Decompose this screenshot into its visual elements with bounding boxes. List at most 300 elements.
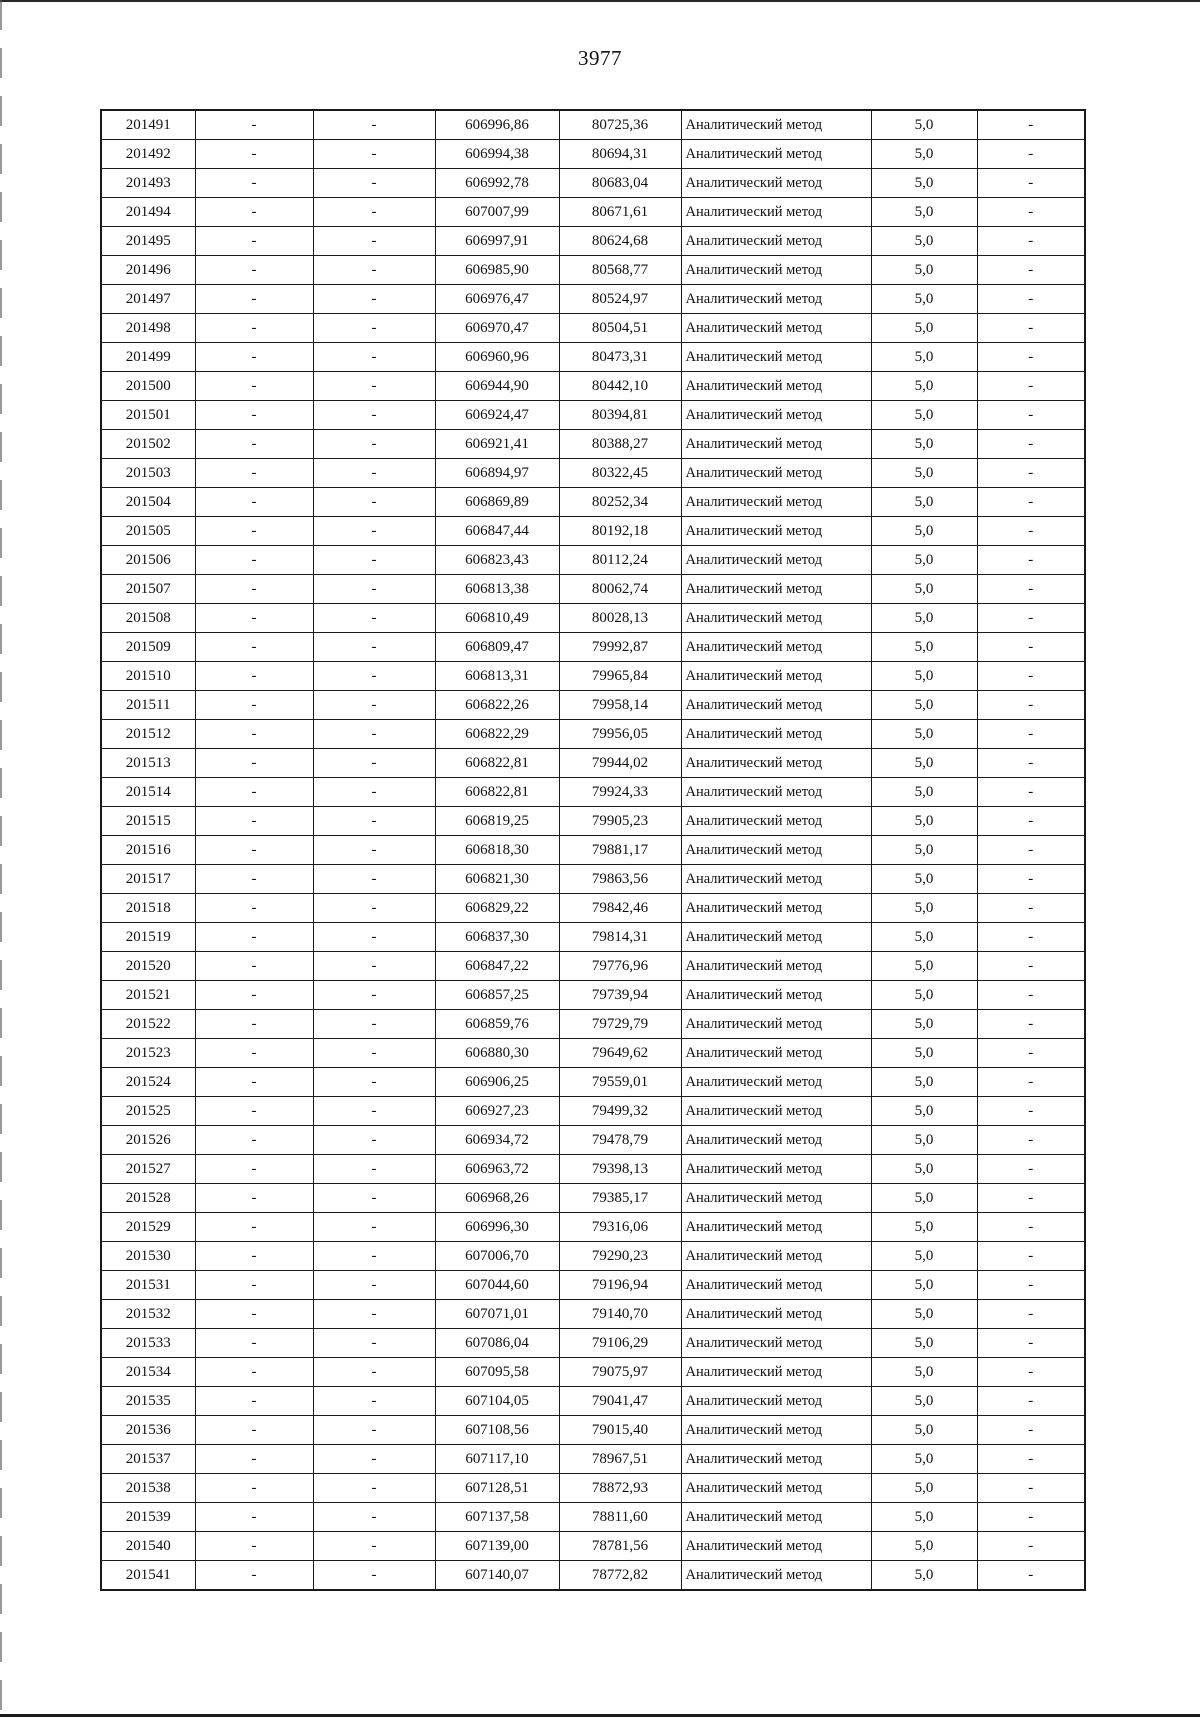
y-coordinate-cell: 78872,93: [559, 1474, 681, 1503]
empty-cell-b: -: [313, 198, 435, 227]
x-coordinate-cell: 607071,01: [435, 1300, 559, 1329]
method-cell: Аналитический метод: [681, 314, 871, 343]
point-number-cell: 201509: [101, 633, 195, 662]
empty-cell-c: -: [977, 1416, 1085, 1445]
accuracy-cell: 5,0: [871, 836, 977, 865]
accuracy-cell: 5,0: [871, 1329, 977, 1358]
method-cell: Аналитический метод: [681, 401, 871, 430]
point-number-cell: 201492: [101, 140, 195, 169]
empty-cell-a: -: [195, 1503, 313, 1532]
empty-cell-b: -: [313, 981, 435, 1010]
table-row: [101, 1416, 1085, 1445]
x-coordinate-cell: 607137,58: [435, 1503, 559, 1532]
point-number-cell: 201519: [101, 923, 195, 952]
empty-cell-b: -: [313, 1445, 435, 1474]
y-coordinate-cell: 78811,60: [559, 1503, 681, 1532]
accuracy-cell: 5,0: [871, 720, 977, 749]
empty-cell-c: -: [977, 372, 1085, 401]
table-row: [101, 691, 1085, 720]
empty-cell-b: -: [313, 575, 435, 604]
empty-cell-c: -: [977, 720, 1085, 749]
method-cell: Аналитический метод: [681, 865, 871, 894]
point-number-cell: 201517: [101, 865, 195, 894]
table-row: [101, 546, 1085, 575]
accuracy-cell: 5,0: [871, 343, 977, 372]
x-coordinate-cell: 606960,96: [435, 343, 559, 372]
empty-cell-c: -: [977, 1358, 1085, 1387]
empty-cell-a: -: [195, 836, 313, 865]
method-cell: Аналитический метод: [681, 227, 871, 256]
x-coordinate-cell: 607086,04: [435, 1329, 559, 1358]
empty-cell-a: -: [195, 140, 313, 169]
accuracy-cell: 5,0: [871, 110, 977, 140]
x-coordinate-cell: 606819,25: [435, 807, 559, 836]
empty-cell-c: -: [977, 691, 1085, 720]
method-cell: Аналитический метод: [681, 1474, 871, 1503]
method-cell: Аналитический метод: [681, 1097, 871, 1126]
y-coordinate-cell: 80504,51: [559, 314, 681, 343]
x-coordinate-cell: 606822,29: [435, 720, 559, 749]
empty-cell-c: -: [977, 1300, 1085, 1329]
x-coordinate-cell: 607095,58: [435, 1358, 559, 1387]
x-coordinate-cell: 606823,43: [435, 546, 559, 575]
empty-cell-c: -: [977, 517, 1085, 546]
method-cell: Аналитический метод: [681, 1184, 871, 1213]
accuracy-cell: 5,0: [871, 1242, 977, 1271]
empty-cell-c: -: [977, 430, 1085, 459]
empty-cell-a: -: [195, 1039, 313, 1068]
table-row: [101, 110, 1085, 140]
accuracy-cell: 5,0: [871, 198, 977, 227]
y-coordinate-cell: 80725,36: [559, 110, 681, 140]
table-row: [101, 1155, 1085, 1184]
table-row: [101, 1532, 1085, 1561]
y-coordinate-cell: 78781,56: [559, 1532, 681, 1561]
empty-cell-b: -: [313, 1329, 435, 1358]
empty-cell-b: -: [313, 1155, 435, 1184]
y-coordinate-cell: 79140,70: [559, 1300, 681, 1329]
method-cell: Аналитический метод: [681, 169, 871, 198]
x-coordinate-cell: 606837,30: [435, 923, 559, 952]
point-number-cell: 201493: [101, 169, 195, 198]
empty-cell-b: -: [313, 836, 435, 865]
table-row: [101, 401, 1085, 430]
empty-cell-a: -: [195, 1561, 313, 1591]
accuracy-cell: 5,0: [871, 517, 977, 546]
accuracy-cell: 5,0: [871, 169, 977, 198]
empty-cell-a: -: [195, 865, 313, 894]
point-number-cell: 201525: [101, 1097, 195, 1126]
y-coordinate-cell: 80112,24: [559, 546, 681, 575]
x-coordinate-cell: 606996,86: [435, 110, 559, 140]
x-coordinate-cell: 606818,30: [435, 836, 559, 865]
empty-cell-a: -: [195, 1068, 313, 1097]
empty-cell-b: -: [313, 1532, 435, 1561]
method-cell: Аналитический метод: [681, 546, 871, 575]
empty-cell-c: -: [977, 1271, 1085, 1300]
empty-cell-c: -: [977, 604, 1085, 633]
method-cell: Аналитический метод: [681, 1532, 871, 1561]
x-coordinate-cell: 606857,25: [435, 981, 559, 1010]
point-number-cell: 201521: [101, 981, 195, 1010]
empty-cell-a: -: [195, 1532, 313, 1561]
accuracy-cell: 5,0: [871, 952, 977, 981]
y-coordinate-cell: 79905,23: [559, 807, 681, 836]
method-cell: Аналитический метод: [681, 1445, 871, 1474]
point-number-cell: 201529: [101, 1213, 195, 1242]
method-cell: Аналитический метод: [681, 952, 871, 981]
empty-cell-a: -: [195, 575, 313, 604]
x-coordinate-cell: 606921,41: [435, 430, 559, 459]
point-number-cell: 201538: [101, 1474, 195, 1503]
accuracy-cell: 5,0: [871, 691, 977, 720]
empty-cell-c: -: [977, 1329, 1085, 1358]
table-row: [101, 1271, 1085, 1300]
table-row: [101, 575, 1085, 604]
empty-cell-b: -: [313, 227, 435, 256]
y-coordinate-cell: 80252,34: [559, 488, 681, 517]
accuracy-cell: 5,0: [871, 807, 977, 836]
empty-cell-c: -: [977, 633, 1085, 662]
point-number-cell: 201500: [101, 372, 195, 401]
empty-cell-a: -: [195, 952, 313, 981]
method-cell: Аналитический метод: [681, 1300, 871, 1329]
accuracy-cell: 5,0: [871, 1503, 977, 1532]
empty-cell-c: -: [977, 1474, 1085, 1503]
empty-cell-a: -: [195, 110, 313, 140]
point-number-cell: 201536: [101, 1416, 195, 1445]
accuracy-cell: 5,0: [871, 1126, 977, 1155]
point-number-cell: 201511: [101, 691, 195, 720]
y-coordinate-cell: 79956,05: [559, 720, 681, 749]
empty-cell-c: -: [977, 459, 1085, 488]
x-coordinate-cell: 607006,70: [435, 1242, 559, 1271]
method-cell: Аналитический метод: [681, 633, 871, 662]
x-coordinate-cell: 606924,47: [435, 401, 559, 430]
y-coordinate-cell: 79015,40: [559, 1416, 681, 1445]
y-coordinate-cell: 79965,84: [559, 662, 681, 691]
x-coordinate-cell: 607140,07: [435, 1561, 559, 1591]
empty-cell-b: -: [313, 807, 435, 836]
y-coordinate-cell: 80322,45: [559, 459, 681, 488]
x-coordinate-cell: 606847,44: [435, 517, 559, 546]
y-coordinate-cell: 79814,31: [559, 923, 681, 952]
empty-cell-b: -: [313, 1358, 435, 1387]
x-coordinate-cell: 606821,30: [435, 865, 559, 894]
empty-cell-b: -: [313, 1561, 435, 1591]
accuracy-cell: 5,0: [871, 575, 977, 604]
empty-cell-b: -: [313, 1213, 435, 1242]
empty-cell-b: -: [313, 1416, 435, 1445]
accuracy-cell: 5,0: [871, 778, 977, 807]
table-row: [101, 1097, 1085, 1126]
table-row: [101, 517, 1085, 546]
point-number-cell: 201535: [101, 1387, 195, 1416]
empty-cell-a: -: [195, 256, 313, 285]
empty-cell-b: -: [313, 140, 435, 169]
empty-cell-a: -: [195, 691, 313, 720]
empty-cell-a: -: [195, 343, 313, 372]
x-coordinate-cell: 606985,90: [435, 256, 559, 285]
accuracy-cell: 5,0: [871, 1271, 977, 1300]
y-coordinate-cell: 80394,81: [559, 401, 681, 430]
accuracy-cell: 5,0: [871, 430, 977, 459]
empty-cell-a: -: [195, 198, 313, 227]
empty-cell-a: -: [195, 401, 313, 430]
x-coordinate-cell: 606934,72: [435, 1126, 559, 1155]
method-cell: Аналитический метод: [681, 1271, 871, 1300]
empty-cell-c: -: [977, 807, 1085, 836]
x-coordinate-cell: 607044,60: [435, 1271, 559, 1300]
y-coordinate-cell: 79559,01: [559, 1068, 681, 1097]
point-number-cell: 201498: [101, 314, 195, 343]
y-coordinate-cell: 79106,29: [559, 1329, 681, 1358]
table-row: [101, 1068, 1085, 1097]
y-coordinate-cell: 80683,04: [559, 169, 681, 198]
empty-cell-c: -: [977, 952, 1085, 981]
empty-cell-b: -: [313, 343, 435, 372]
empty-cell-c: -: [977, 1387, 1085, 1416]
y-coordinate-cell: 79842,46: [559, 894, 681, 923]
x-coordinate-cell: 606970,47: [435, 314, 559, 343]
point-number-cell: 201497: [101, 285, 195, 314]
empty-cell-c: -: [977, 981, 1085, 1010]
table-row: [101, 1039, 1085, 1068]
point-number-cell: 201491: [101, 110, 195, 140]
table-row: [101, 227, 1085, 256]
empty-cell-c: -: [977, 1155, 1085, 1184]
x-coordinate-cell: 606944,90: [435, 372, 559, 401]
empty-cell-c: -: [977, 140, 1085, 169]
empty-cell-b: -: [313, 1503, 435, 1532]
accuracy-cell: 5,0: [871, 1358, 977, 1387]
point-number-cell: 201502: [101, 430, 195, 459]
point-number-cell: 201528: [101, 1184, 195, 1213]
y-coordinate-cell: 79958,14: [559, 691, 681, 720]
method-cell: Аналитический метод: [681, 807, 871, 836]
empty-cell-c: -: [977, 227, 1085, 256]
y-coordinate-cell: 79863,56: [559, 865, 681, 894]
empty-cell-b: -: [313, 691, 435, 720]
y-coordinate-cell: 80062,74: [559, 575, 681, 604]
empty-cell-b: -: [313, 865, 435, 894]
table-row: [101, 256, 1085, 285]
empty-cell-b: -: [313, 169, 435, 198]
empty-cell-c: -: [977, 546, 1085, 575]
table-row: [101, 1300, 1085, 1329]
accuracy-cell: 5,0: [871, 488, 977, 517]
empty-cell-a: -: [195, 314, 313, 343]
table-row: [101, 778, 1085, 807]
empty-cell-a: -: [195, 227, 313, 256]
y-coordinate-cell: 79776,96: [559, 952, 681, 981]
empty-cell-b: -: [313, 517, 435, 546]
empty-cell-c: -: [977, 285, 1085, 314]
empty-cell-a: -: [195, 169, 313, 198]
empty-cell-b: -: [313, 488, 435, 517]
y-coordinate-cell: 79649,62: [559, 1039, 681, 1068]
empty-cell-a: -: [195, 894, 313, 923]
method-cell: Аналитический метод: [681, 1358, 871, 1387]
method-cell: Аналитический метод: [681, 749, 871, 778]
empty-cell-c: -: [977, 662, 1085, 691]
y-coordinate-cell: 80028,13: [559, 604, 681, 633]
empty-cell-c: -: [977, 1213, 1085, 1242]
empty-cell-b: -: [313, 546, 435, 575]
y-coordinate-cell: 80388,27: [559, 430, 681, 459]
point-number-cell: 201516: [101, 836, 195, 865]
empty-cell-c: -: [977, 1039, 1085, 1068]
empty-cell-c: -: [977, 256, 1085, 285]
empty-cell-a: -: [195, 1329, 313, 1358]
empty-cell-c: -: [977, 1561, 1085, 1591]
point-number-cell: 201512: [101, 720, 195, 749]
point-number-cell: 201531: [101, 1271, 195, 1300]
point-number-cell: 201514: [101, 778, 195, 807]
table-row: [101, 1126, 1085, 1155]
method-cell: Аналитический метод: [681, 1068, 871, 1097]
empty-cell-c: -: [977, 894, 1085, 923]
empty-cell-a: -: [195, 1213, 313, 1242]
table-row: [101, 430, 1085, 459]
x-coordinate-cell: 606829,22: [435, 894, 559, 923]
empty-cell-c: -: [977, 865, 1085, 894]
table-row: [101, 981, 1085, 1010]
empty-cell-a: -: [195, 1010, 313, 1039]
method-cell: Аналитический метод: [681, 1242, 871, 1271]
accuracy-cell: 5,0: [871, 1445, 977, 1474]
empty-cell-c: -: [977, 1126, 1085, 1155]
table-row: [101, 923, 1085, 952]
accuracy-cell: 5,0: [871, 459, 977, 488]
table-row: [101, 488, 1085, 517]
empty-cell-c: -: [977, 314, 1085, 343]
empty-cell-c: -: [977, 1503, 1085, 1532]
method-cell: Аналитический метод: [681, 1503, 871, 1532]
point-number-cell: 201540: [101, 1532, 195, 1561]
accuracy-cell: 5,0: [871, 1155, 977, 1184]
x-coordinate-cell: 606822,81: [435, 778, 559, 807]
method-cell: Аналитический метод: [681, 1126, 871, 1155]
empty-cell-a: -: [195, 633, 313, 662]
y-coordinate-cell: 80624,68: [559, 227, 681, 256]
point-number-cell: 201515: [101, 807, 195, 836]
empty-cell-a: -: [195, 1474, 313, 1503]
table-row: [101, 343, 1085, 372]
point-number-cell: 201530: [101, 1242, 195, 1271]
accuracy-cell: 5,0: [871, 1039, 977, 1068]
method-cell: Аналитический метод: [681, 836, 871, 865]
point-number-cell: 201533: [101, 1329, 195, 1358]
x-coordinate-cell: 606994,38: [435, 140, 559, 169]
accuracy-cell: 5,0: [871, 1387, 977, 1416]
table-row: [101, 1561, 1085, 1591]
y-coordinate-cell: 79385,17: [559, 1184, 681, 1213]
x-coordinate-cell: 607117,10: [435, 1445, 559, 1474]
empty-cell-b: -: [313, 430, 435, 459]
x-coordinate-cell: 606810,49: [435, 604, 559, 633]
y-coordinate-cell: 79881,17: [559, 836, 681, 865]
point-number-cell: 201510: [101, 662, 195, 691]
empty-cell-c: -: [977, 110, 1085, 140]
x-coordinate-cell: 606869,89: [435, 488, 559, 517]
method-cell: Аналитический метод: [681, 1387, 871, 1416]
y-coordinate-cell: 79398,13: [559, 1155, 681, 1184]
empty-cell-a: -: [195, 1126, 313, 1155]
accuracy-cell: 5,0: [871, 923, 977, 952]
empty-cell-c: -: [977, 1445, 1085, 1474]
accuracy-cell: 5,0: [871, 1561, 977, 1591]
empty-cell-b: -: [313, 459, 435, 488]
point-number-cell: 201513: [101, 749, 195, 778]
empty-cell-c: -: [977, 1010, 1085, 1039]
x-coordinate-cell: 607104,05: [435, 1387, 559, 1416]
method-cell: Аналитический метод: [681, 691, 871, 720]
empty-cell-b: -: [313, 633, 435, 662]
empty-cell-b: -: [313, 1068, 435, 1097]
table-row: [101, 372, 1085, 401]
table-row: [101, 1358, 1085, 1387]
x-coordinate-cell: 606822,26: [435, 691, 559, 720]
point-number-cell: 201499: [101, 343, 195, 372]
empty-cell-a: -: [195, 662, 313, 691]
empty-cell-b: -: [313, 923, 435, 952]
empty-cell-a: -: [195, 546, 313, 575]
point-number-cell: 201501: [101, 401, 195, 430]
point-number-cell: 201496: [101, 256, 195, 285]
table-row: [101, 604, 1085, 633]
x-coordinate-cell: 606880,30: [435, 1039, 559, 1068]
y-coordinate-cell: 79196,94: [559, 1271, 681, 1300]
accuracy-cell: 5,0: [871, 1213, 977, 1242]
accuracy-cell: 5,0: [871, 894, 977, 923]
accuracy-cell: 5,0: [871, 1416, 977, 1445]
table-row: [101, 720, 1085, 749]
table-row: [101, 633, 1085, 662]
accuracy-cell: 5,0: [871, 1300, 977, 1329]
accuracy-cell: 5,0: [871, 1010, 977, 1039]
point-number-cell: 201494: [101, 198, 195, 227]
empty-cell-a: -: [195, 981, 313, 1010]
point-number-cell: 201508: [101, 604, 195, 633]
method-cell: Аналитический метод: [681, 778, 871, 807]
method-cell: Аналитический метод: [681, 1329, 871, 1358]
table-row: [101, 1445, 1085, 1474]
empty-cell-b: -: [313, 1184, 435, 1213]
point-number-cell: 201504: [101, 488, 195, 517]
empty-cell-b: -: [313, 1126, 435, 1155]
table-row: [101, 285, 1085, 314]
table-row: [101, 459, 1085, 488]
point-number-cell: 201537: [101, 1445, 195, 1474]
accuracy-cell: 5,0: [871, 1184, 977, 1213]
empty-cell-b: -: [313, 720, 435, 749]
empty-cell-c: -: [977, 488, 1085, 517]
accuracy-cell: 5,0: [871, 401, 977, 430]
method-cell: Аналитический метод: [681, 894, 871, 923]
accuracy-cell: 5,0: [871, 1532, 977, 1561]
empty-cell-c: -: [977, 198, 1085, 227]
point-number-cell: 201506: [101, 546, 195, 575]
y-coordinate-cell: 79316,06: [559, 1213, 681, 1242]
method-cell: Аналитический метод: [681, 430, 871, 459]
empty-cell-a: -: [195, 372, 313, 401]
empty-cell-a: -: [195, 749, 313, 778]
empty-cell-a: -: [195, 1155, 313, 1184]
point-number-cell: 201532: [101, 1300, 195, 1329]
table-row: [101, 1329, 1085, 1358]
y-coordinate-cell: 79075,97: [559, 1358, 681, 1387]
